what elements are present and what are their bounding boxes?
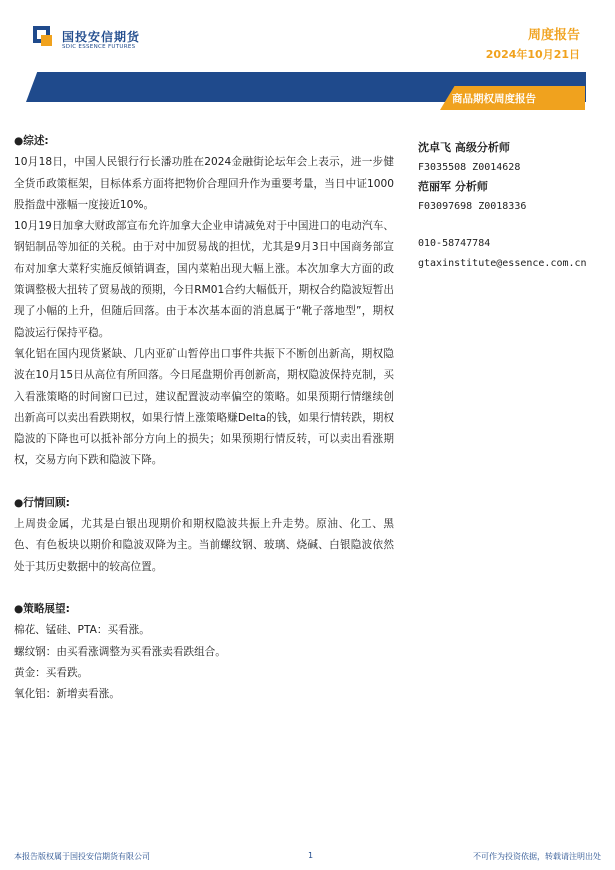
analyst-panel [418,138,608,273]
analyst-name: 范丽军 分析师 [418,180,488,193]
summary-paragraph: 10月18日，中国人民银行行长潘功胜在2024金融街论坛年会上表示，进一步健全货币政策框架，目标体系方面将把物价合理回升作为重要考量，当日中证1000股指盘中涨幅一度接近10%。 [14,156,394,211]
review-heading: ●行情回顾: [14,496,70,509]
report-type: 周度报告 [527,28,580,43]
main-content [14,131,394,705]
copyright-notice: 本报告版权属于国投安信期货有限公司 [14,852,150,861]
contact-phone: 010-58747784 [418,238,491,249]
analyst-name: 沈卓飞 高级分析师 [418,141,510,154]
page-footer [14,851,601,865]
brand-name-cn: 国投安信期货 [62,30,141,44]
summary-paragraph: 10月19日加拿大财政部宣布允许加拿大企业申请减免对于中国进口的电动汽车、钢铝制品等加征的关税。由于对中加贸易战的担忧，尤其是9月3日中国商务部宣布对加拿大菜籽实施反倾销调查，国内菜粕出现大幅上涨。本次加拿大方面的政策调整极大扭转了贸易战的预期，今日RM01合约大幅低开，期权合约隐波短暂出现了小幅的上升，但随后回落。由于本次基本面的消息属于“靴子落地型”，期权隐波运行保持平稳。 [14,220,394,339]
strategy-item: 棉花、锰硅、PTA：买看涨。 [14,624,150,637]
logo-orange-square [41,35,52,46]
review-paragraph: 上周贵金属，尤其是白银出现期价和期权隐波共振上升走势。原油、化工、黑色、有色板块以期价和隐波双降为主。当前螺纹钢、玻璃、烧碱、白银隐波依然处于其历史数据中的较高位置。 [14,518,394,573]
page-number: 1 [308,851,314,860]
strategy-heading: ●策略展望: [14,602,70,615]
contact-email[interactable]: gtaxinstitute@essence.com.cn [418,257,587,269]
strategy-item: 黄金：买看跌。 [14,666,89,679]
report-title: 商品期权周度报告 [452,93,536,105]
strategy-item: 螺纹钢：由买看涨调整为买看涨卖看跌组合。 [14,645,226,658]
strategy-item: 氧化铝：新增卖看涨。 [14,688,120,701]
summary-paragraph: 氧化铝在国内现货紧缺、几内亚矿山暂停出口事件共振下不断创出新高，期权隐波在10月15日从高位有所回落。今日尾盘期价再创新高，期权隐波保持克制，买入看涨策略的时间窗口已过，建议配置波动率偏空的策略。如果预期行情继续创出新高可以卖出看跌期权，如果行情上涨策略赚Delta的钱，如果行情转跌，期权隐波的下降也可以抵补部分方向上的损失；如果预期行情反转，可以卖出看涨期权，交易方向下跌和隐波下降。 [14,347,394,467]
analyst-cert: F3035508 Z0014628 [418,161,521,173]
brand-name-en: SDIC ESSENCE FUTURES [62,44,136,50]
disclaimer: 不可作为投资依据，转载请注明出处 [473,852,601,861]
company-logo [33,26,54,47]
analyst-cert: F03097698 Z0018336 [418,200,527,212]
report-date: 2024年10月21日 [485,48,580,61]
summary-heading: ●综述: [14,135,49,147]
